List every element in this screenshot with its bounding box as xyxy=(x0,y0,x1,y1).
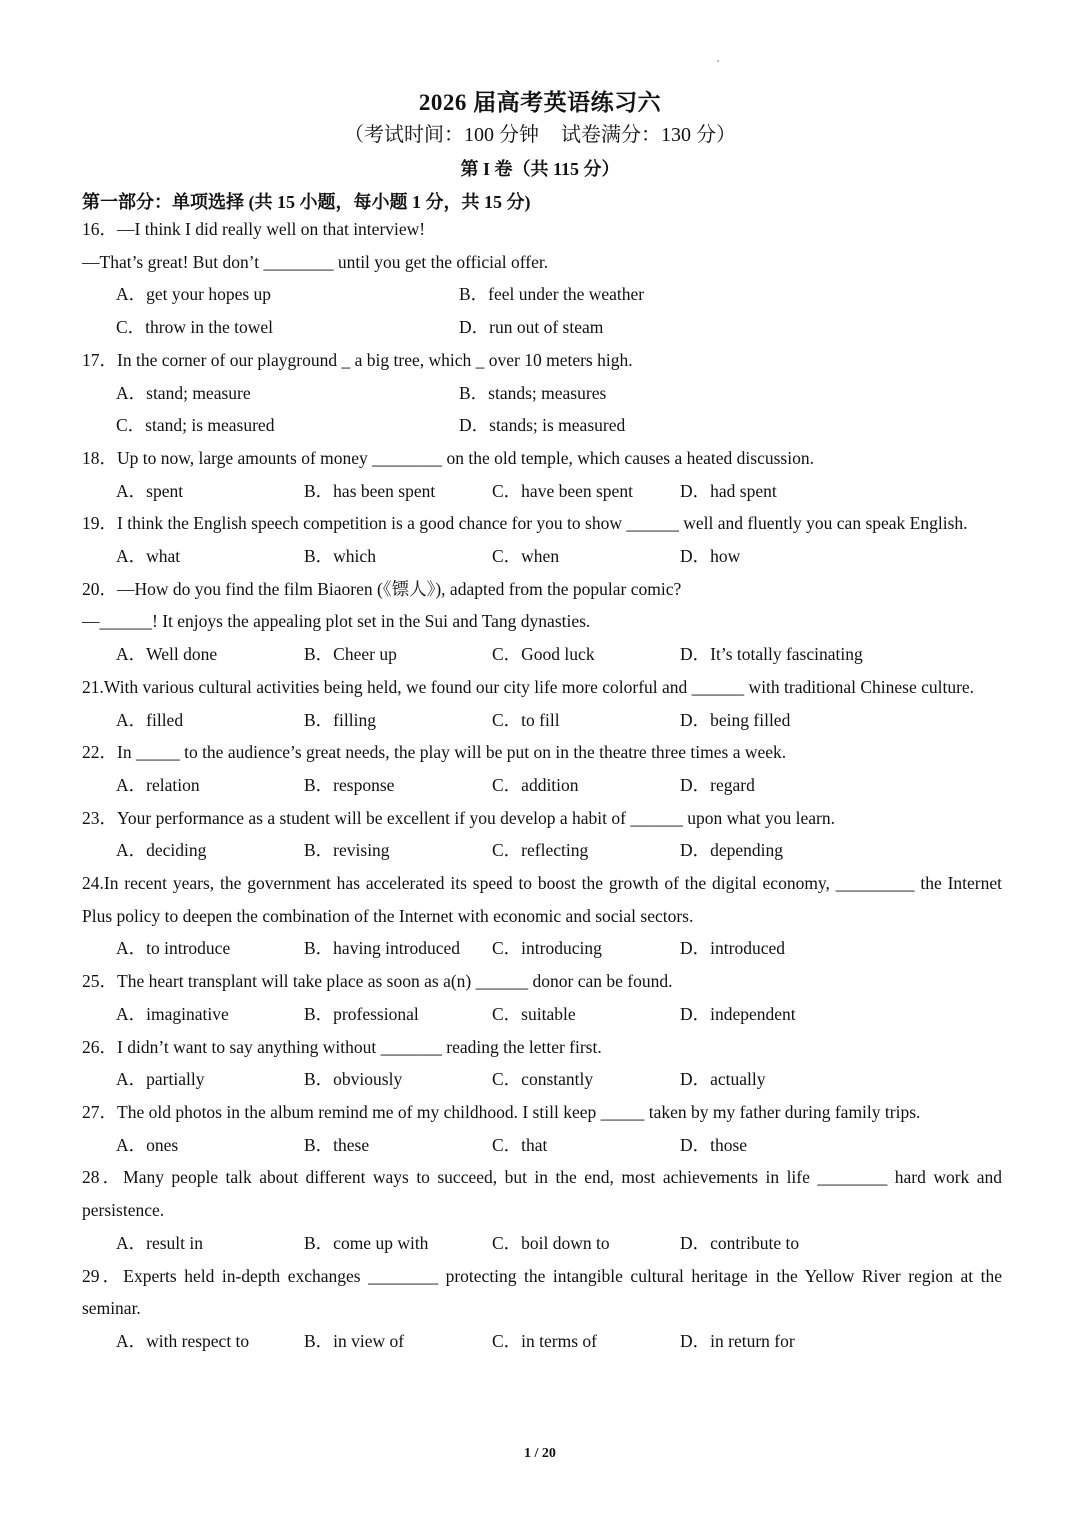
scan-speck xyxy=(717,60,719,62)
question-stem xyxy=(82,1260,1002,1325)
question-text: In recent years, the government has accelerated its speed to boost the growth of the digital economy, _________ the Internet Plus policy to deepen the combination of the Internet with economic and social sectors. xyxy=(82,873,1002,926)
answer-option: D．regard xyxy=(680,774,755,795)
question-stem xyxy=(82,965,1002,998)
option-row xyxy=(82,377,1002,410)
option-row xyxy=(82,1063,1002,1096)
answer-option: D．how xyxy=(680,546,741,567)
answer-option: B．stands; measures xyxy=(459,382,607,403)
question-stem xyxy=(82,507,1002,540)
answer-option: B．feel under the weather xyxy=(459,284,645,305)
option-row xyxy=(82,540,1002,573)
question-stem xyxy=(82,344,1002,377)
answer-option: C．to fill xyxy=(492,709,560,730)
question-number: 29． xyxy=(82,1265,124,1286)
answer-option: B．professional xyxy=(304,1003,419,1024)
question-stem xyxy=(82,802,1002,835)
answer-option: B．obviously xyxy=(304,1069,403,1090)
answer-option: D．stands; is measured xyxy=(459,415,626,436)
question-number: 19． xyxy=(82,513,117,534)
question-stem xyxy=(82,442,1002,475)
answer-option: A．imaginative xyxy=(116,1003,229,1024)
answer-option: A．stand; measure xyxy=(116,382,251,403)
answer-option: C．boil down to xyxy=(492,1232,610,1253)
answer-option: A．result in xyxy=(116,1232,204,1253)
question-text: In _____ to the audience’s great needs, the play will be put on in the theatre three times a week. xyxy=(117,742,787,763)
answer-option: A．spent xyxy=(116,480,184,501)
question-stem xyxy=(82,736,1002,769)
question-stem xyxy=(82,573,1002,606)
answer-option: C．in terms of xyxy=(492,1330,597,1351)
answer-option: B．has been spent xyxy=(304,480,436,501)
answer-option: B．response xyxy=(304,774,395,795)
exam-info xyxy=(0,118,1080,147)
question-26 xyxy=(82,1031,1002,1096)
answer-option: D．run out of steam xyxy=(459,317,604,338)
option-row xyxy=(82,1129,1002,1162)
question-text: I didn’t want to say anything without _______ reading the letter first. xyxy=(117,1036,602,1057)
question-number: 25． xyxy=(82,971,117,992)
answer-option: B．come up with xyxy=(304,1232,429,1253)
question-number: 24. xyxy=(82,873,104,894)
answer-option: D．being filled xyxy=(680,709,791,730)
page-title: 2026 届高考英语练习六 xyxy=(418,90,662,115)
question-text: With various cultural activities being held, we found our city life more colorful and ______ with traditional Chinese culture. xyxy=(103,676,975,697)
question-stem xyxy=(82,867,1002,932)
question-number: 27． xyxy=(82,1101,117,1122)
answer-option: C．constantly xyxy=(492,1069,594,1090)
answer-option: A．ones xyxy=(116,1134,179,1155)
option-row xyxy=(82,704,1002,737)
question-number: 21. xyxy=(82,676,104,697)
question-21 xyxy=(82,671,1002,736)
question-number: 26． xyxy=(82,1036,117,1057)
answer-option: D．had spent xyxy=(680,480,777,501)
question-stem xyxy=(82,1096,1002,1129)
answer-option: B．in view of xyxy=(304,1330,405,1351)
question-text: Up to now, large amounts of money ________ on the old temple, which causes a heated discussion. xyxy=(117,447,814,468)
question-stem xyxy=(82,213,1002,246)
option-row xyxy=(82,409,1002,442)
volume-heading: 第 I 卷（共 115 分） xyxy=(460,159,620,179)
question-25 xyxy=(82,965,1002,1030)
answer-option: C．that xyxy=(492,1134,548,1155)
answer-option: D．independent xyxy=(680,1003,796,1024)
question-text: Many people talk about different ways to succeed, but in the end, most achievements in life ________ hard work and persistence. xyxy=(82,1167,1002,1221)
answer-option: D．contribute to xyxy=(680,1232,800,1253)
answer-option: C．stand; is measured xyxy=(116,415,275,436)
question-19 xyxy=(82,507,1002,572)
answer-option: C．throw in the towel xyxy=(116,317,273,338)
question-number: 22． xyxy=(82,742,117,763)
answer-option: D．depending xyxy=(680,840,784,861)
answer-option: C．addition xyxy=(492,774,579,795)
question-22 xyxy=(82,736,1002,801)
option-row xyxy=(82,769,1002,802)
question-17 xyxy=(82,344,1002,442)
question-18 xyxy=(82,442,1002,507)
answer-option: D．actually xyxy=(680,1069,766,1090)
answer-option: A．deciding xyxy=(116,840,207,861)
question-stem xyxy=(82,1161,1002,1226)
question-stem xyxy=(82,246,1002,279)
question-23 xyxy=(82,802,1002,867)
question-number: 16． xyxy=(82,219,117,239)
section-heading: 第一部分：单项选择 (共 15 小题，每小题 1 分，共 15 分) xyxy=(82,192,531,212)
question-16 xyxy=(82,213,1002,344)
option-row xyxy=(82,1227,1002,1260)
answer-option: B．revising xyxy=(304,840,390,861)
option-row xyxy=(82,998,1002,1031)
question-text: Experts held in-depth exchanges ________ protecting the intangible cultural heritage in the Yellow River region at the seminar. xyxy=(82,1265,1002,1319)
question-number: 28． xyxy=(82,1167,124,1188)
answer-option: B．Cheer up xyxy=(304,644,397,665)
answer-option: C．Good luck xyxy=(492,644,595,665)
option-row xyxy=(82,638,1002,671)
question-list xyxy=(82,213,1002,1358)
answer-option: A．what xyxy=(116,546,181,567)
question-number: 23． xyxy=(82,807,117,828)
answer-option: B．which xyxy=(304,546,376,567)
question-text: Your performance as a student will be excellent if you develop a habit of ______ upon what you learn. xyxy=(117,807,835,828)
answer-option: A．to introduce xyxy=(116,938,231,959)
answer-option: A．get your hopes up xyxy=(116,284,272,305)
answer-option: A．relation xyxy=(116,774,200,795)
answer-option: A．partially xyxy=(116,1069,205,1090)
question-stem xyxy=(82,671,1002,704)
answer-option: D．in return for xyxy=(680,1330,795,1351)
answer-option: D．It’s totally fascinating xyxy=(680,644,863,665)
question-text: —That’s great! But don’t ________ until you get the official offer. xyxy=(82,251,549,272)
question-stem xyxy=(82,1031,1002,1064)
question-24 xyxy=(82,867,1002,965)
exam-score: 试卷满分：130 分） xyxy=(561,124,736,146)
question-text: I think the English speech competition is a good chance for you to show ______ well and fluently you can speak English. xyxy=(117,513,968,534)
question-29 xyxy=(82,1260,1002,1358)
answer-option: D．introduced xyxy=(680,938,785,959)
question-number: 20． xyxy=(82,578,117,599)
answer-option: C．introducing xyxy=(492,938,602,959)
question-text: —How do you find the film Biaoren (《镖人》), adapted from the popular comic? xyxy=(117,578,682,599)
question-20 xyxy=(82,573,1002,671)
answer-option: A．filled xyxy=(116,709,184,730)
answer-option: B．having introduced xyxy=(304,938,461,959)
question-number: 17． xyxy=(82,349,117,370)
page-number: 1 / 20 xyxy=(524,1446,556,1461)
option-row xyxy=(82,311,1002,344)
question-27 xyxy=(82,1096,1002,1161)
option-row xyxy=(82,278,1002,311)
question-text: —______! It enjoys the appealing plot set in the Sui and Tang dynasties. xyxy=(82,611,591,632)
answer-option: A．Well done xyxy=(116,644,218,665)
answer-option: A．with respect to xyxy=(116,1330,250,1351)
answer-option: B．these xyxy=(304,1134,370,1155)
question-28 xyxy=(82,1161,1002,1259)
answer-option: C．when xyxy=(492,546,560,567)
option-row xyxy=(82,932,1002,965)
question-number: 18． xyxy=(82,447,117,468)
answer-option: C．reflecting xyxy=(492,840,589,861)
question-stem xyxy=(82,605,1002,638)
question-text: The old photos in the album remind me of my childhood. I still keep _____ taken by my father during family trips. xyxy=(117,1101,921,1122)
option-row xyxy=(82,1325,1002,1358)
question-text: —I think I did really well on that interview! xyxy=(117,219,426,239)
answer-option: B．filling xyxy=(304,709,376,730)
option-row xyxy=(82,834,1002,867)
exam-time: （考试时间：100 分钟 xyxy=(344,124,539,146)
answer-option: C．suitable xyxy=(492,1003,576,1024)
question-text: The heart transplant will take place as soon as a(n) ______ donor can be found. xyxy=(117,971,673,992)
answer-option: D．those xyxy=(680,1134,748,1155)
question-text: In the corner of our playground _ a big tree, which _ over 10 meters high. xyxy=(117,349,633,370)
answer-option: C．have been spent xyxy=(492,480,633,501)
option-row xyxy=(82,475,1002,508)
